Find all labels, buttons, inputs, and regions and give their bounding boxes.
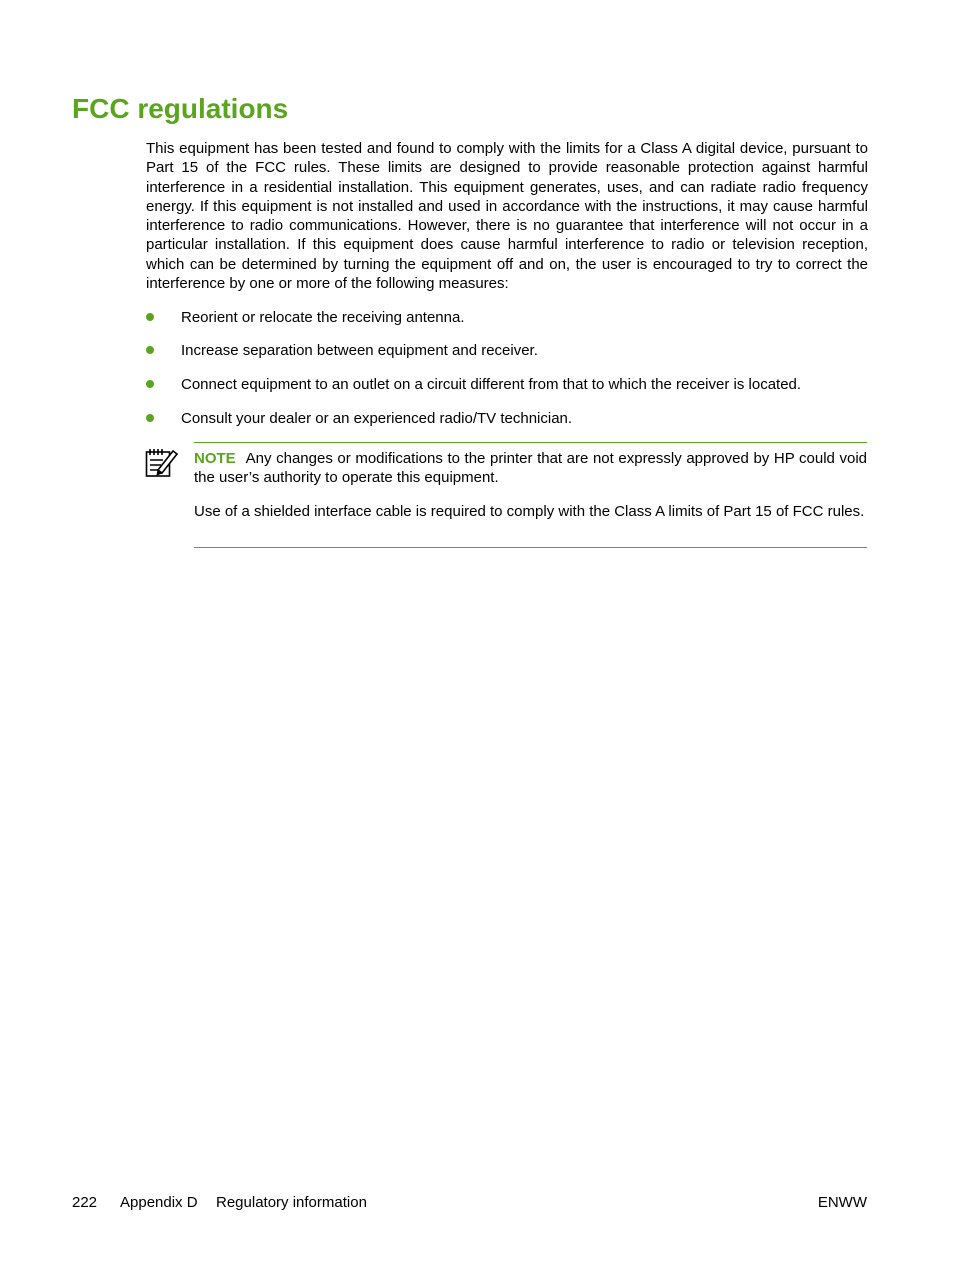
bullet-icon xyxy=(146,346,154,354)
page-title: FCC regulations xyxy=(72,93,289,124)
note-paragraph xyxy=(194,449,867,488)
note-label: NOTE xyxy=(194,450,236,467)
note-pencil-icon xyxy=(145,446,179,478)
note-second-paragraph: Use of a shielded interface cable is required to comply with the Class A limits of Part 15 of FCC rules. xyxy=(194,503,865,520)
list-item-text: Connect equipment to an outlet on a circuit different from that to which the receiver is located. xyxy=(181,376,802,393)
bullet-icon xyxy=(146,380,154,388)
list-item-text: Consult your dealer or an experienced radio/TV technician. xyxy=(181,410,573,427)
footer-chapter: Appendix D xyxy=(120,1194,198,1211)
note-text: Any changes or modifications to the printer that are not expressly approved by HP could void the user’s authority to operate this equipment. xyxy=(194,450,867,487)
intro-paragraph: This equipment has been tested and found to comply with the limits for a Class A digital device, pursuant to Part 15 of the FCC rules. These limits are designed to provide reasonable protection against harmful interference in a residential installation. This equipment generates, uses, and can radiate radio frequency energy. If this equipment is not installed and used in accordance with the instructions, it may cause harmful interference to radio communications. However, there is no guarantee that interference will not occur in a particular installation. If this equipment does cause harmful interference to radio or television reception, which can be determined by turning the equipment off and on, the user is encouraged to try to correct the interference by one or more of the following measures: xyxy=(146,140,868,293)
bullet-icon xyxy=(146,414,154,422)
list-item-text: Increase separation between equipment and receiver. xyxy=(181,342,538,359)
footer-right: ENWW xyxy=(817,1194,867,1211)
footer-page-number: 222 xyxy=(72,1194,98,1211)
note-top-rule xyxy=(194,442,867,443)
bullet-icon xyxy=(146,313,154,321)
list-item-text: Reorient or relocate the receiving antenna. xyxy=(181,309,465,326)
footer-section: Regulatory information xyxy=(216,1194,367,1211)
note-bottom-rule xyxy=(194,547,867,548)
